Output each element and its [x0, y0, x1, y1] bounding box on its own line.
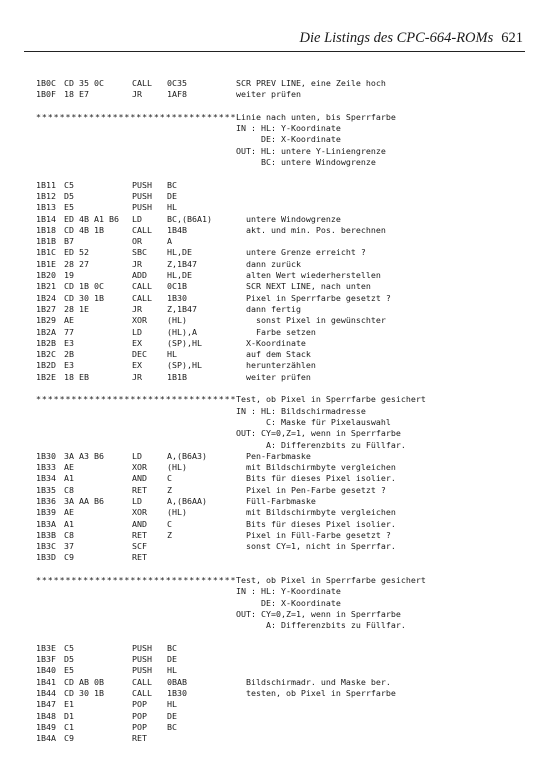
routine-description: Test, ob Pixel in Sperrfarbe gesichert	[236, 575, 426, 586]
operands: Z	[167, 529, 172, 540]
operands: DE	[167, 654, 177, 665]
mnemonic: ADD	[132, 270, 147, 281]
opcode-bytes: E5	[64, 665, 74, 676]
address: 1B36	[36, 495, 56, 506]
operands: A	[167, 236, 172, 247]
comment: SCR PREV LINE, eine Zeile hoch	[236, 78, 386, 88]
operands: 1B30	[167, 688, 187, 699]
mnemonic: PUSH	[132, 202, 152, 213]
mnemonic: AND	[132, 518, 147, 529]
opcode-bytes: C8	[64, 484, 74, 495]
opcode-bytes: D5	[64, 190, 74, 201]
address: 1B47	[36, 699, 56, 710]
mnemonic: JR	[132, 258, 142, 269]
address: 1B18	[36, 224, 56, 235]
mnemonic: PUSH	[132, 642, 152, 653]
mnemonic: AND	[132, 473, 147, 484]
parameter-note: OUT: HL: untere Y-Liniengrenze	[236, 145, 386, 156]
opcode-bytes: AE	[64, 507, 74, 518]
operands: 1B4B	[167, 224, 187, 235]
address: 1B1C	[36, 247, 56, 258]
address: 1B20	[36, 270, 56, 281]
mnemonic: POP	[132, 699, 147, 710]
opcode-bytes: 3A A3 B6	[64, 450, 104, 461]
comment: Pixel in Füll-Farbe gesetzt ?	[236, 529, 391, 540]
comment: sonst CY=1, nicht in Sperrfar.	[236, 541, 396, 552]
opcode-bytes: AE	[64, 315, 74, 326]
mnemonic: JR	[132, 89, 142, 100]
opcode-bytes: CD 35 0C	[64, 78, 104, 88]
opcode-bytes: E1	[64, 699, 74, 710]
mnemonic: LD	[132, 326, 142, 337]
opcode-bytes: B7	[64, 236, 74, 247]
mnemonic: PUSH	[132, 665, 152, 676]
operands: (HL)	[167, 462, 187, 473]
opcode-bytes: CD 30 1B	[64, 688, 104, 699]
mnemonic: LD	[132, 450, 142, 461]
page-number: 621	[501, 30, 523, 46]
mnemonic: RET	[132, 529, 147, 540]
parameter-note: IN : HL: Y-Koordinate	[236, 123, 341, 134]
address: 1B48	[36, 710, 56, 721]
operands: HL	[167, 699, 177, 710]
mnemonic: OR	[132, 236, 142, 247]
address: 1B3A	[36, 518, 56, 529]
separator-stars: **********************************	[36, 394, 237, 405]
address: 1B21	[36, 281, 56, 292]
mnemonic: PUSH	[132, 179, 152, 190]
opcode-bytes: D1	[64, 710, 74, 721]
operands: 1AF8	[167, 89, 187, 100]
address: 1B41	[36, 676, 56, 687]
comment: weiter prüfen	[236, 371, 311, 382]
comment: Pixel in Pen-Farbe gesetzt ?	[236, 484, 386, 495]
address: 1B27	[36, 303, 56, 314]
opcode-bytes: C8	[64, 529, 74, 540]
operands: (SP),HL	[167, 360, 202, 371]
opcode-bytes: C9	[64, 552, 74, 563]
parameter-note: DE: X-Koordinate	[236, 134, 341, 145]
operands: HL	[167, 349, 177, 360]
routine-description: Test, ob Pixel in Sperrfarbe gesichert	[236, 394, 426, 405]
comment: untere Grenze erreicht ?	[236, 247, 366, 258]
comment: dann zurück	[236, 258, 301, 269]
parameter-note: BC: untere Windowgrenze	[236, 157, 376, 168]
operands: 1B1B	[167, 371, 187, 382]
parameter-note: OUT: CY=0,Z=1, wenn in Sperrfarbe	[236, 428, 401, 439]
comment: sonst Pixel in gewünschter	[236, 315, 386, 326]
mnemonic: CALL	[132, 281, 152, 292]
address: 1B39	[36, 507, 56, 518]
address: 1B33	[36, 462, 56, 473]
address: 1B2B	[36, 337, 56, 348]
mnemonic: CALL	[132, 688, 152, 699]
operands: 1B30	[167, 292, 187, 303]
mnemonic: SBC	[132, 247, 147, 258]
comment: weiter prüfen	[236, 89, 301, 100]
comment: Pixel in Sperrfarbe gesetzt ?	[236, 292, 391, 303]
operands: (SP),HL	[167, 337, 202, 348]
address: 1B2E	[36, 371, 56, 382]
address: 1B0F	[36, 89, 56, 100]
mnemonic: CALL	[132, 292, 152, 303]
address: 1B3D	[36, 552, 56, 563]
address: 1B0C	[36, 78, 56, 88]
mnemonic: CALL	[132, 78, 152, 88]
operands: DE	[167, 190, 177, 201]
mnemonic: XOR	[132, 507, 147, 518]
opcode-bytes: E3	[64, 360, 74, 371]
opcode-bytes: ED 4B A1 B6	[64, 213, 119, 224]
operands: 0BAB	[167, 676, 187, 687]
address: 1B12	[36, 190, 56, 201]
operands: BC	[167, 179, 177, 190]
comment: alten Wert wiederherstellen	[236, 270, 381, 281]
opcode-bytes: 19	[64, 270, 74, 281]
address: 1B49	[36, 721, 56, 732]
parameter-note: IN : HL: Y-Koordinate	[236, 586, 341, 597]
address: 1B40	[36, 665, 56, 676]
opcode-bytes: CD 4B 1B	[64, 224, 104, 235]
opcode-bytes: D5	[64, 654, 74, 665]
opcode-bytes: CD AB 0B	[64, 676, 104, 687]
address: 1B14	[36, 213, 56, 224]
opcode-bytes: E5	[64, 202, 74, 213]
operands: A,(B6AA)	[167, 495, 207, 506]
address: 1B44	[36, 688, 56, 699]
operands: Z	[167, 484, 172, 495]
comment: herunterzählen	[236, 360, 316, 371]
address: 1B3E	[36, 642, 56, 653]
mnemonic: RET	[132, 733, 147, 744]
comment: Füll-Farbmaske	[236, 495, 316, 506]
address: 1B4A	[36, 733, 56, 744]
comment: Bits für dieses Pixel isolier.	[236, 518, 396, 529]
parameter-note: OUT: CY=0,Z=1, wenn in Sperrfarbe	[236, 608, 401, 619]
address: 1B11	[36, 179, 56, 190]
comment: akt. und min. Pos. berechnen	[236, 224, 386, 235]
comment: mit Bildschirmbyte vergleichen	[236, 507, 396, 518]
address: 1B2A	[36, 326, 56, 337]
separator-stars: **********************************	[36, 111, 237, 122]
address: 1B24	[36, 292, 56, 303]
comment: untere Windowgrenze	[236, 213, 341, 224]
mnemonic: EX	[132, 337, 142, 348]
address: 1B3F	[36, 654, 56, 665]
operands: HL,DE	[167, 247, 192, 258]
opcode-bytes: 28 27	[64, 258, 89, 269]
address: 1B35	[36, 484, 56, 495]
opcode-bytes: A1	[64, 473, 74, 484]
comment: dann fertig	[236, 303, 301, 314]
operands: C	[167, 518, 172, 529]
operands: Z,1B47	[167, 303, 197, 314]
address: 1B2C	[36, 349, 56, 360]
mnemonic: RET	[132, 552, 147, 563]
opcode-bytes: 3A AA B6	[64, 495, 104, 506]
mnemonic: CALL	[132, 224, 152, 235]
address: 1B2D	[36, 360, 56, 371]
header-title: Die Listings des CPC-664-ROMs	[299, 30, 494, 46]
opcode-bytes: 18 E7	[64, 89, 89, 100]
operands: HL	[167, 202, 177, 213]
mnemonic: LD	[132, 495, 142, 506]
parameter-note: A: Differenzbits zu Füllfar.	[236, 620, 406, 631]
address: 1B13	[36, 202, 56, 213]
opcode-bytes: CD 1B 0C	[64, 281, 104, 292]
comment: X-Koordinate	[236, 337, 306, 348]
mnemonic: RET	[132, 484, 147, 495]
address: 1B34	[36, 473, 56, 484]
opcode-bytes: CD 30 1B	[64, 292, 104, 303]
operands: BC	[167, 721, 177, 732]
mnemonic: POP	[132, 710, 147, 721]
opcode-bytes: A1	[64, 518, 74, 529]
opcode-bytes: 28 1E	[64, 303, 89, 314]
operands: 0C35	[167, 78, 187, 88]
mnemonic: XOR	[132, 462, 147, 473]
opcode-bytes: 2B	[64, 349, 74, 360]
mnemonic: JR	[132, 303, 142, 314]
mnemonic: EX	[132, 360, 142, 371]
operands: Z,1B47	[167, 258, 197, 269]
comment: auf dem Stack	[236, 349, 311, 360]
opcode-bytes: 77	[64, 326, 74, 337]
operands: DE	[167, 710, 177, 721]
address: 1B29	[36, 315, 56, 326]
address: 1B1B	[36, 236, 56, 247]
separator-stars: **********************************	[36, 575, 237, 586]
opcode-bytes: 18 EB	[64, 371, 89, 382]
address: 1B3C	[36, 541, 56, 552]
comment: SCR NEXT LINE, nach unten	[236, 281, 371, 292]
parameter-note: A: Differenzbits zu Füllfar.	[236, 439, 406, 450]
running-header	[300, 30, 523, 47]
address: 1B3B	[36, 529, 56, 540]
operands: (HL)	[167, 507, 187, 518]
opcode-bytes: C9	[64, 733, 74, 744]
opcode-bytes: ED 52	[64, 247, 89, 258]
opcode-bytes: 37	[64, 541, 74, 552]
parameter-note: IN : HL: Bildschirmadresse	[236, 405, 366, 416]
operands: BC,(B6A1)	[167, 213, 212, 224]
routine-description: Linie nach unten, bis Sperrfarbe	[236, 111, 396, 122]
opcode-bytes: C5	[64, 179, 74, 190]
header-rule	[24, 51, 525, 52]
address: 1B30	[36, 450, 56, 461]
opcode-bytes: C5	[64, 642, 74, 653]
mnemonic: JR	[132, 371, 142, 382]
mnemonic: LD	[132, 213, 142, 224]
comment: Bildschirmadr. und Maske ber.	[236, 676, 391, 687]
mnemonic: PUSH	[132, 190, 152, 201]
opcode-bytes: E3	[64, 337, 74, 348]
operands: (HL)	[167, 315, 187, 326]
comment: Pen-Farbmaske	[236, 450, 311, 461]
operands: (HL),A	[167, 326, 197, 337]
operands: C	[167, 473, 172, 484]
comment: Bits für dieses Pixel isolier.	[236, 473, 396, 484]
mnemonic: PUSH	[132, 654, 152, 665]
operands: BC	[167, 642, 177, 653]
opcode-bytes: AE	[64, 462, 74, 473]
operands: A,(B6A3)	[167, 450, 207, 461]
comment: testen, ob Pixel in Sperrfarbe	[236, 688, 396, 699]
mnemonic: SCF	[132, 541, 147, 552]
address: 1B1E	[36, 258, 56, 269]
opcode-bytes: C1	[64, 721, 74, 732]
parameter-note: DE: X-Koordinate	[236, 597, 341, 608]
comment: mit Bildschirmbyte vergleichen	[236, 462, 396, 473]
mnemonic: XOR	[132, 315, 147, 326]
comment: Farbe setzen	[236, 326, 316, 337]
mnemonic: CALL	[132, 676, 152, 687]
parameter-note: C: Maske für Pixelauswahl	[236, 416, 391, 427]
mnemonic: POP	[132, 721, 147, 732]
operands: HL	[167, 665, 177, 676]
operands: HL,DE	[167, 270, 192, 281]
operands: 0C1B	[167, 281, 187, 292]
mnemonic: DEC	[132, 349, 147, 360]
